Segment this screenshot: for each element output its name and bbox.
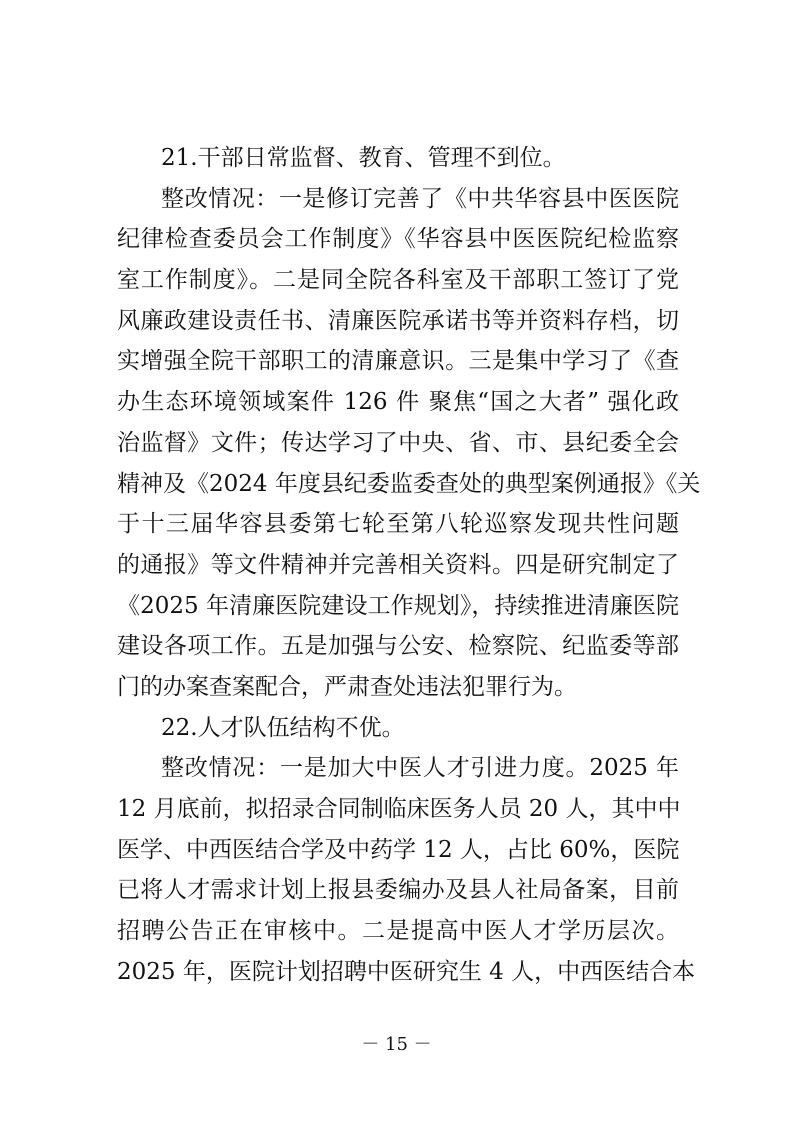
section-21-paragraph-line: 实增强全院干部职工的清廉意识。三是集中学习了《查 xyxy=(117,348,679,375)
section-22-heading: 22.人才队伍结构不优。 xyxy=(161,714,405,741)
section-21-paragraph-line: 门的办案查案配合，严肃查处违法犯罪行为。 xyxy=(117,673,577,700)
section-21-paragraph-line: 纪律检查委员会工作制度》《华容县中医医院纪检监察 xyxy=(117,226,679,253)
section-21-paragraph-line: 于十三届华容县委第七轮至第八轮巡察发现共性问题 xyxy=(117,511,679,538)
section-21-paragraph-line: 风廉政建设责任书、清廉医院承诺书等并资料存档，切 xyxy=(117,307,679,334)
section-21-paragraph-line: 《2025 年清廉医院建设工作规划》，持续推进清廉医院 xyxy=(117,592,679,619)
section-22-paragraph-line: 招聘公告正在审核中。二是提高中医人才学历层次。 xyxy=(117,918,679,945)
page-number: － 15 － xyxy=(361,1034,432,1055)
section-22-paragraph-line: 医学、中西医结合学及中药学 12 人，占比 60%，医院 xyxy=(117,836,680,863)
section-21-paragraph-line: 办生态环境领域案件 126 件 聚焦“国之大者” 强化政 xyxy=(117,389,679,416)
section-22-paragraph-line: 已将人才需求计划上报县委编办及县人社局备案，目前 xyxy=(117,877,679,904)
section-21-paragraph-line: 精神及《2024 年度县纪委监委查处的典型案例通报》《关 xyxy=(117,470,701,497)
document-body xyxy=(117,138,701,992)
section-21-paragraph-line: 的通报》等文件精神并完善相关资料。四是研究制定了 xyxy=(117,551,679,578)
section-21-paragraph-line: 整改情况：一是修订完善了《中共华容县中医医院 xyxy=(161,185,679,212)
section-21-paragraph-line: 建设各项工作。五是加强与公安、检察院、纪监委等部 xyxy=(117,633,679,660)
section-21-heading: 21.干部日常监督、教育、管理不到位。 xyxy=(161,145,566,171)
section-22-paragraph-line: 整改情况：一是加大中医人才引进力度。2025 年 xyxy=(161,755,679,782)
section-21-paragraph-line: 治监督》文件；传达学习了中央、省、市、县纪委全会 xyxy=(117,429,679,456)
section-22-paragraph-line: 12 月底前，拟招录合同制临床医务人员 20 人，其中中 xyxy=(117,796,681,822)
section-22-paragraph-line: 2025 年，医院计划招聘中医研究生 4 人，中西医结合本 xyxy=(117,958,696,985)
section-21-paragraph-line: 室工作制度》。二是同全院各科室及干部职工签订了党 xyxy=(117,267,679,294)
